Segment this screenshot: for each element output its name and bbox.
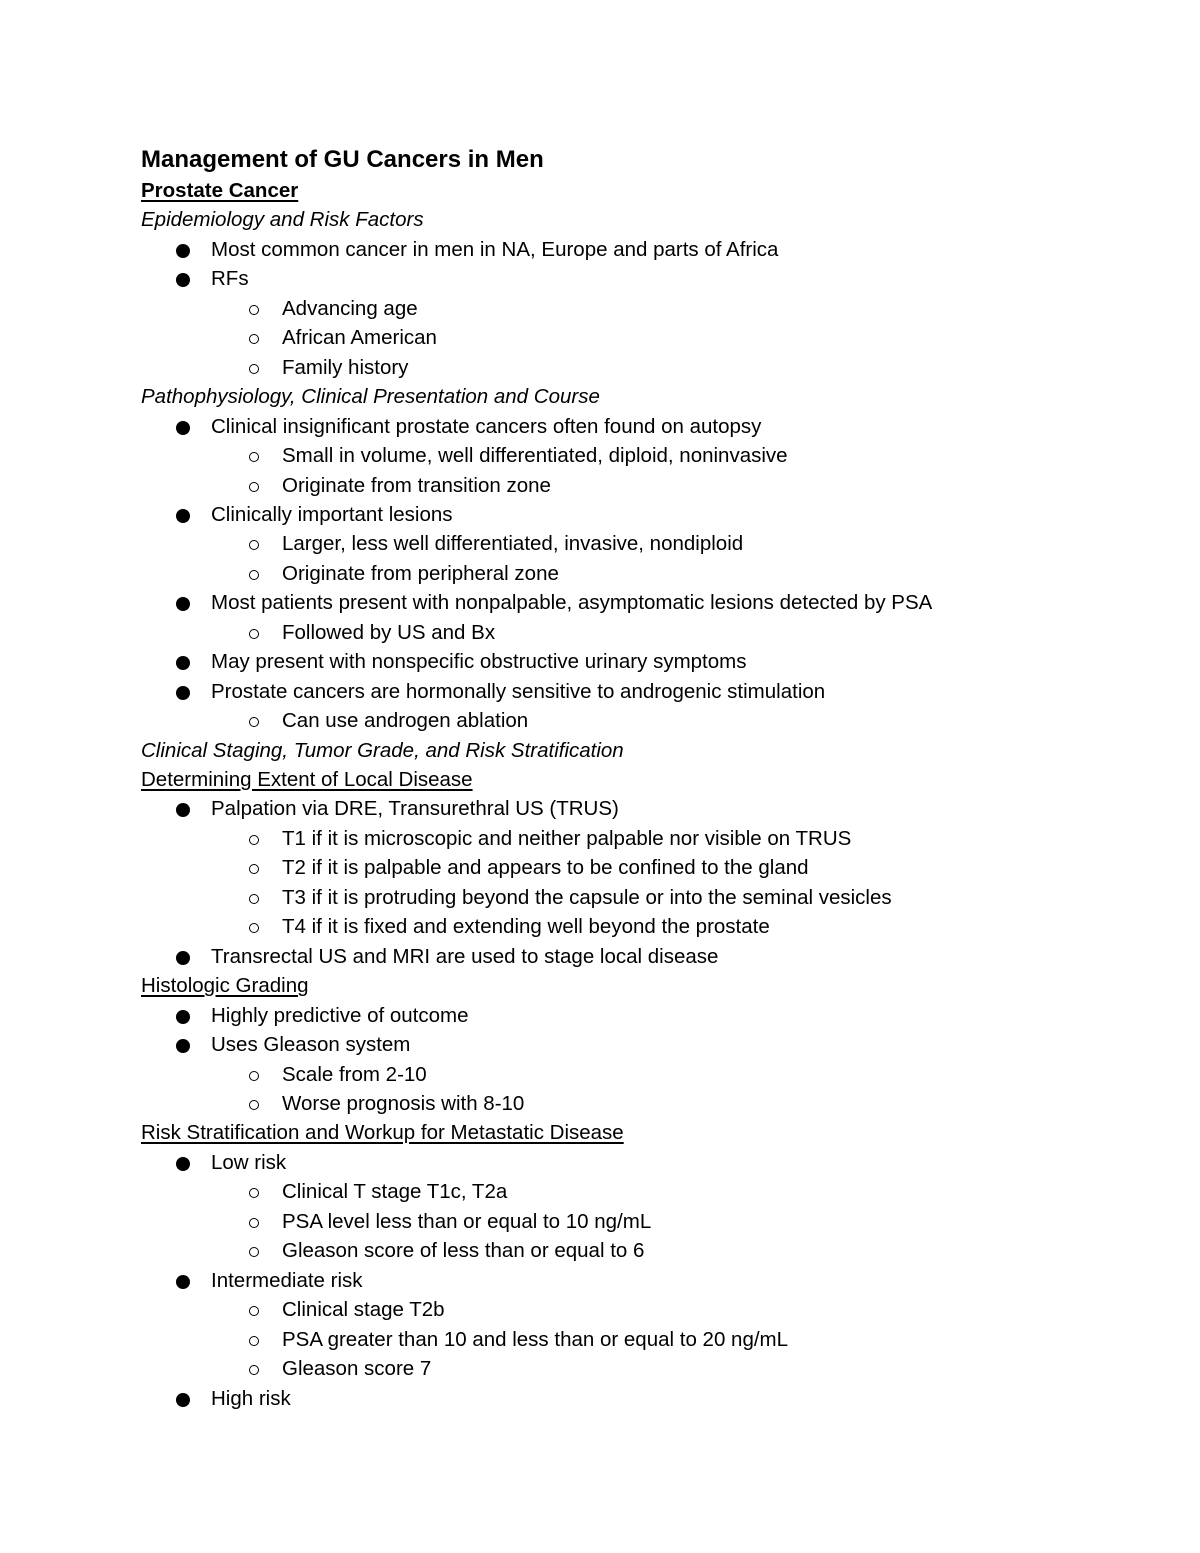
list-item-text: Palpation via DRE, Transurethral US (TRUS) xyxy=(211,797,619,821)
bullet-circle-icon xyxy=(249,1336,259,1346)
bullet-circle-icon xyxy=(249,1188,259,1198)
document-title: Management of GU Cancers in Men xyxy=(141,146,544,173)
bullet-circle-icon xyxy=(249,570,259,580)
list-item-text: Clinical insignificant prostate cancers often found on autopsy xyxy=(211,414,762,438)
sub-list-item-text: Followed by US and Bx xyxy=(282,620,496,644)
list-item-text: Most common cancer in men in NA, Europe and parts of Africa xyxy=(211,237,779,261)
sub-list-item-text: African American xyxy=(282,326,437,350)
bullet-dot-icon xyxy=(176,1393,190,1407)
bullet-circle-icon xyxy=(249,1247,259,1257)
sub-list-item-text: Advancing age xyxy=(282,296,418,320)
bullet-dot-icon xyxy=(176,1039,190,1053)
sub-list-item-text: Originate from transition zone xyxy=(282,473,551,497)
list-item-text: Prostate cancers are hormonally sensitive to androgenic stimulation xyxy=(211,679,826,703)
bullet-circle-icon xyxy=(249,452,259,462)
bullet-dot-icon xyxy=(176,244,190,258)
bullet-dot-icon xyxy=(176,1275,190,1289)
list-item-text: High risk xyxy=(211,1386,291,1410)
sub-list-item-text: PSA level less than or equal to 10 ng/mL xyxy=(282,1209,652,1233)
list-item-text: Low risk xyxy=(211,1150,287,1174)
sub-list-item-text: Worse prognosis with 8-10 xyxy=(282,1091,525,1115)
bullet-circle-icon xyxy=(249,717,259,727)
subsection-heading-text: Epidemiology and Risk Factors xyxy=(141,208,424,232)
sub-list-item-text: Family history xyxy=(282,355,409,379)
sub-list-item-text: Larger, less well differentiated, invasive, nondiploid xyxy=(282,532,744,556)
sub-list-item-text: Originate from peripheral zone xyxy=(282,561,559,585)
list-item-text: Transrectal US and MRI are used to stage local disease xyxy=(211,944,719,968)
bullet-dot-icon xyxy=(176,1157,190,1171)
bullet-circle-icon xyxy=(249,1365,259,1375)
bullet-circle-icon xyxy=(249,629,259,639)
bullet-circle-icon xyxy=(249,540,259,550)
sub-list-item-text: Small in volume, well differentiated, diploid, noninvasive xyxy=(282,444,788,468)
section-heading-text: Prostate Cancer xyxy=(141,179,299,202)
subsection-heading-text: Clinical Staging, Tumor Grade, and Risk Stratification xyxy=(141,738,624,762)
list-item-text: May present with nonspecific obstructive urinary symptoms xyxy=(211,650,747,674)
list-item-text: Uses Gleason system xyxy=(211,1033,411,1056)
bullet-circle-icon xyxy=(249,835,259,845)
bullet-circle-icon xyxy=(249,894,259,904)
bullet-dot-icon xyxy=(176,1010,190,1024)
bullet-dot-icon xyxy=(176,273,190,287)
list-item-text: Highly predictive of outcome xyxy=(211,1003,469,1027)
bullet-circle-icon xyxy=(249,1071,259,1081)
sub-list-item-text: T4 if it is fixed and extending well beyond the prostate xyxy=(282,915,770,939)
bullet-dot-icon xyxy=(176,686,190,700)
bullet-dot-icon xyxy=(176,509,190,523)
sub-list-item-text: T1 if it is microscopic and neither palpable nor visible on TRUS xyxy=(282,826,852,850)
sub-list-item-text: Clinical stage T2b xyxy=(282,1298,445,1322)
section-heading-text: Determining Extent of Local Disease xyxy=(141,768,473,791)
bullet-circle-icon xyxy=(249,923,259,933)
sub-list-item-text: T3 if it is protruding beyond the capsule or into the seminal vesicles xyxy=(282,885,892,909)
section-heading-text: Histologic Grading xyxy=(141,974,309,998)
sub-list-item-text: T2 if it is palpable and appears to be confined to the gland xyxy=(282,856,809,880)
bullet-circle-icon xyxy=(249,334,259,344)
bullet-circle-icon xyxy=(249,1218,259,1228)
bullet-dot-icon xyxy=(176,421,190,435)
section-heading-text: Risk Stratification and Workup for Metastatic Disease xyxy=(141,1121,624,1145)
bullet-circle-icon xyxy=(249,305,259,315)
sub-list-item-text: PSA greater than 10 and less than or equal to 20 ng/mL xyxy=(282,1327,789,1351)
bullet-circle-icon xyxy=(249,364,259,374)
sub-list-item-text: Clinical T stage T1c, T2a xyxy=(282,1180,508,1204)
sub-list-item-text: Gleason score 7 xyxy=(282,1357,432,1380)
list-item-text: Intermediate risk xyxy=(211,1268,363,1292)
sub-list-item-text: Gleason score of less than or equal to 6 xyxy=(282,1239,645,1263)
list-item-text: Most patients present with nonpalpable, asymptomatic lesions detected by PSA xyxy=(211,591,933,615)
list-item-text: RFs xyxy=(211,267,249,291)
bullet-circle-icon xyxy=(249,1306,259,1316)
sub-list-item-text: Can use androgen ablation xyxy=(282,709,529,733)
bullet-circle-icon xyxy=(249,864,259,874)
bullet-dot-icon xyxy=(176,597,190,611)
list-item-text: Clinically important lesions xyxy=(211,502,453,526)
sub-list-item-text: Scale from 2-10 xyxy=(282,1062,427,1086)
bullet-dot-icon xyxy=(176,803,190,817)
bullet-dot-icon xyxy=(176,656,190,670)
bullet-circle-icon xyxy=(249,1100,259,1110)
bullet-dot-icon xyxy=(176,951,190,965)
bullet-circle-icon xyxy=(249,482,259,492)
subsection-heading-text: Pathophysiology, Clinical Presentation and Course xyxy=(141,385,600,409)
